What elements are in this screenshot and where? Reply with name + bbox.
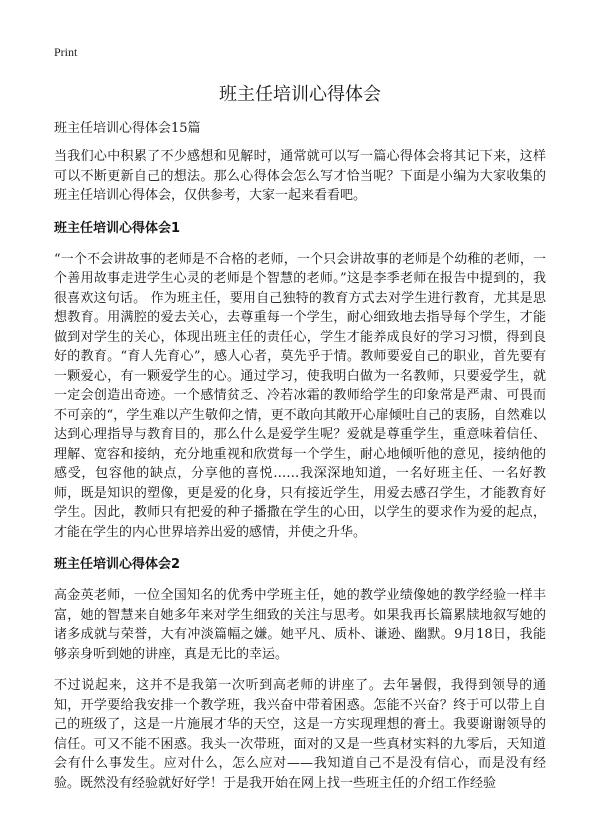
section-heading-2: 班主任培训心得体会2 bbox=[54, 557, 181, 572]
section-heading-1: 班主任培训心得体会1 bbox=[54, 220, 181, 236]
document-subtitle: 班主任培训心得体会15篇 bbox=[54, 121, 201, 136]
section-2-paragraph-2: 不过说起来，这并不是我第一次听到高老师的讲座了。去年暑假，我得到领导的通知，开学要给我安排一个教学班，我兴奋中带着困惑。怎能不兴奋？终于可以带上自己的班级了，这是一片施展才华的天空，这是一方实现理想的膏土。我要谢谢领导的信任。可又不能不困惑。我头一次带班，面对的又是一些真材实料的九零后，天知道会有什么事发生。应对什么，怎么应对——我知道自己不是没有信心，而是没有经验。既然没有经验就好好学！于是我开始在网上找一些班主任的介绍工作经验 bbox=[54, 678, 546, 791]
print-link[interactable]: Print bbox=[54, 45, 78, 59]
section-2-paragraph-1: 高金英老师，一位全国知名的优秀中学班主任，她的教学业绩像她的教学经验一样丰富，她的智慧来自她多年来对学生细致的关注与思考。如果我再长篇累牍地叙写她的诸多成就与荣誉，大有冲淡篇幅之嫌。她平凡、质朴、谦逊、幽默。9月18日，我能够亲身听到她的讲座，真是无比的幸运。 bbox=[54, 588, 546, 662]
intro-paragraph: 当我们心中积累了不少感想和见解时，通常就可以写一篇心得体会将其记下来，这样可以不断更新自己的想法。那么心得体会怎么写才恰当呢？下面是小编为大家收集的班主任培训心得体会，仅供参考，大家一起来看看吧。 bbox=[54, 149, 546, 203]
page-title: 班主任培训心得体会 bbox=[219, 84, 381, 105]
section-1-paragraph-1: “一个不会讲故事的老师是不合格的老师，一个只会讲故事的老师是个幼稚的老师，一个善用故事走进学生心灵的老师是个智慧的老师。”这是李季老师在报告中提到的，我很喜欢这句话。 作为班主任，要用自己独特的教育方式去对学生进行教育，尤其是思想教育。用满腔的爱去关心，去尊重每一个学生，耐心细致地去指导每个学生，才能做到对学生的关心，体现出班主任的责任心，学生才能养成良好的学习习惯，得到良好的教育。“育人先育心”，感人心者，莫先乎于情。教师要爱自己的职业，首先要有一颗爱心，有一颗爱学生的心。通过学习，使我明白做为一名教师，只要爱学生，就一定会创造出奇迹。一个感情贫乏、冷若冰霜的教师给学生的印象常是严肃、可畏而不可亲的“，学生难以产生敬仰之情，更不敢向其敞开心扉倾吐自己的衷肠，自然难以达到心理指导与教育目的，那么什么是爱学生呢？爱就是尊重学生，重意味着信任、理解、宽容和接纳，充分地重视和欣赏每一个学生，耐心地倾听他的意见，接纳他的感受，包容他的缺点，分享他的喜悦……我深深地知道，一名好班主任、一名好教师，既是知识的塑像，更是爱的化身，只有接近学生，用爱去感召学生，才能教育好学生。因此，教师只有把爱的种子播撒在学生的心田，以学生的要求作为爱的起点，才能在学生的内心世界培养出爱的感情，并使之升华。 bbox=[54, 251, 546, 540]
